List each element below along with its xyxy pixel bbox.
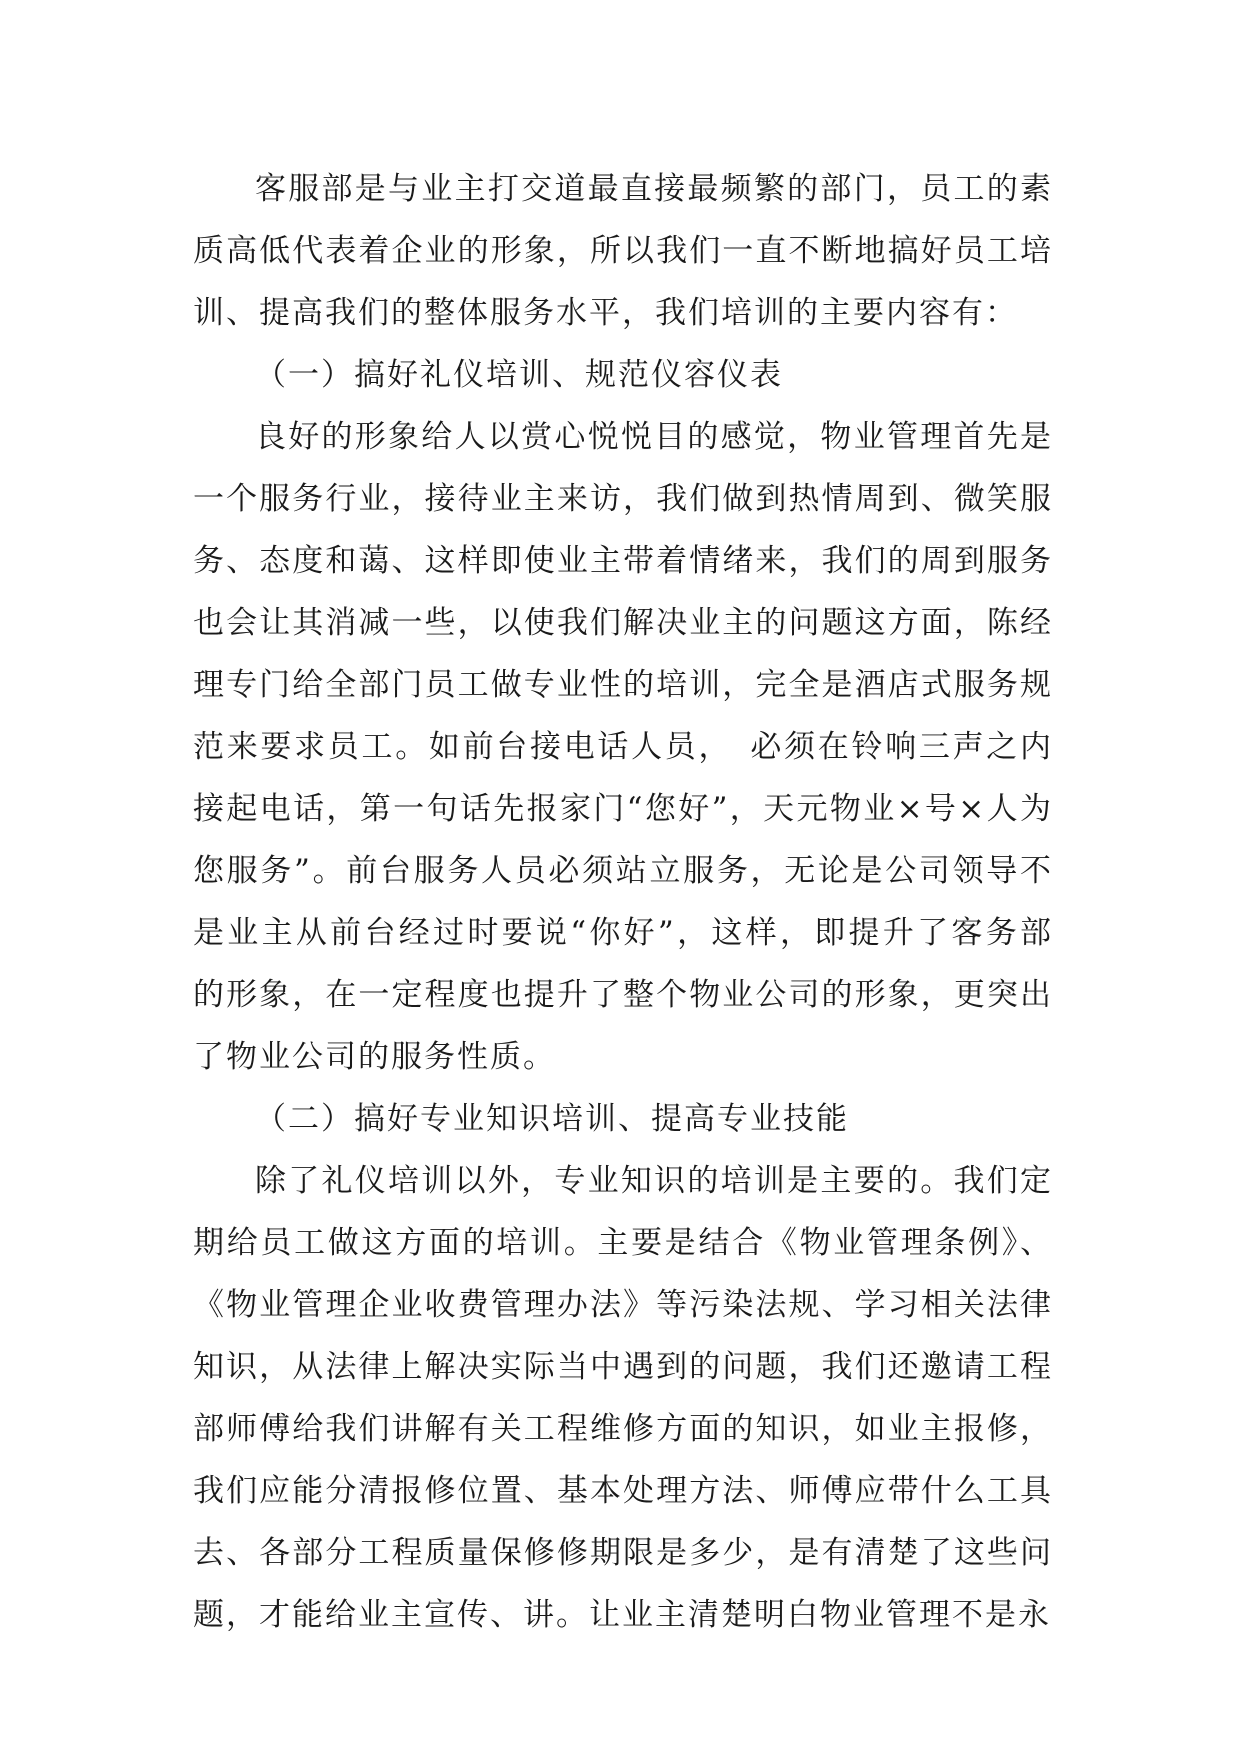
paragraph-intro: 客服部是与业主打交道最直接最频繁的部门，员工的素质高低代表着企业的形象，所以我们一直不断地搞好员工培训、提高我们的整体服务水平，我们培训的主要内容有： xyxy=(193,171,1053,331)
paragraph-etiquette: 良好的形象给人以赏心悦悦目的感觉，物业管理首先是一个服务行业，接待业主来访，我们做到热情周到、微笑服务、态度和蔼、这样即使业主带着情绪来，我们的周到服务也会让其消减一些，以使我们解决业主的问题这方面，陈经理专门给全部门员工做专业性的培训，完全是酒店式服务规范来要求员工。如前台接电话人员， 必须在铃响三声之内接起电话，第一句话先报家门“您好”，天元物业×号×人为您服务”。前台服务人员必须站立服务，无论是公司领导不是业主从前台经过时要说“你好”，这样，即提升了客务部的形象，在一定程度也提升了整个物业公司的形象，更突出了物业公司的服务性质。 xyxy=(193,419,1053,1075)
section-heading-professional-knowledge: （二）搞好专业知识培训、提高专业技能 xyxy=(255,1101,849,1137)
paragraph-professional-knowledge: 除了礼仪培训以外，专业知识的培训是主要的。我们定期给员工做这方面的培训。主要是结合《物业管理条例》、《物业管理企业收费管理办法》等污染法规、学习相关法律知识，从法律上解决实际当中遇到的问题，我们还邀请工程部师傅给我们讲解有关工程维修方面的知识，如业主报修，我们应能分清报修位置、基本处理方法、师傅应带什么工具去、各部分工程质量保修修期限是多少，是有清楚了这些问题，才能给业主宣传、讲。让业主清楚明白物业管理不是永 xyxy=(193,1163,1053,1633)
section-heading-etiquette: （一）搞好礼仪培训、规范仪容仪表 xyxy=(255,357,783,393)
document-body xyxy=(193,158,1053,1646)
